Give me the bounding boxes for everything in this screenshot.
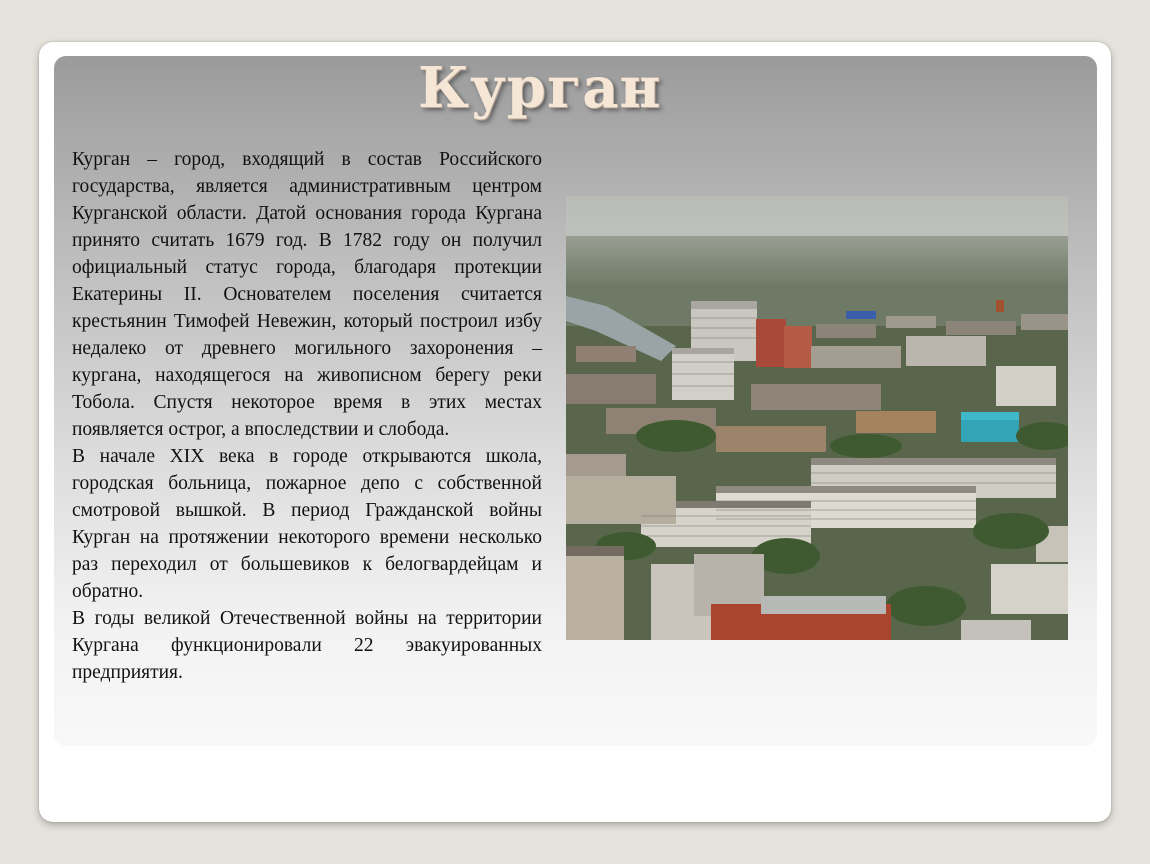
paragraph-3: В годы великой Отечественной войны на территории Кургана функционировали 22 эвакуированных предприятия. <box>72 608 542 683</box>
slide-title: Курган <box>418 55 662 121</box>
paragraph-2: В начале XIX века в городе открываются школа, городская больница, пожарное депо с собственной смотровой вышкой. В период Гражданской войны Курган на протяжении некоторого времени несколько раз переходил от большевиков к белогвардейцам и обратно. <box>72 446 542 602</box>
slide-body-text <box>72 146 542 686</box>
city-aerial-photo <box>566 196 1068 640</box>
fog <box>566 196 1068 286</box>
paragraph-1: Курган – город, входящий в состав Российского государства, является административным центром Курганской области. Датой основания города Кургана принято считать 1679 год. В 1782 году он получил официальный статус города, благодаря протекции Екатерины II. Основателем поселения считается крестьянин Тимофей Невежин, который построил избу недалеко от древнего могильного захоронения – кургана, находящегося на живописном берегу реки Тобола. Спустя некоторое время в этих местах появляется острог, а впоследствии и слобода. <box>72 149 542 440</box>
city-aerial-illustration <box>566 196 1068 640</box>
